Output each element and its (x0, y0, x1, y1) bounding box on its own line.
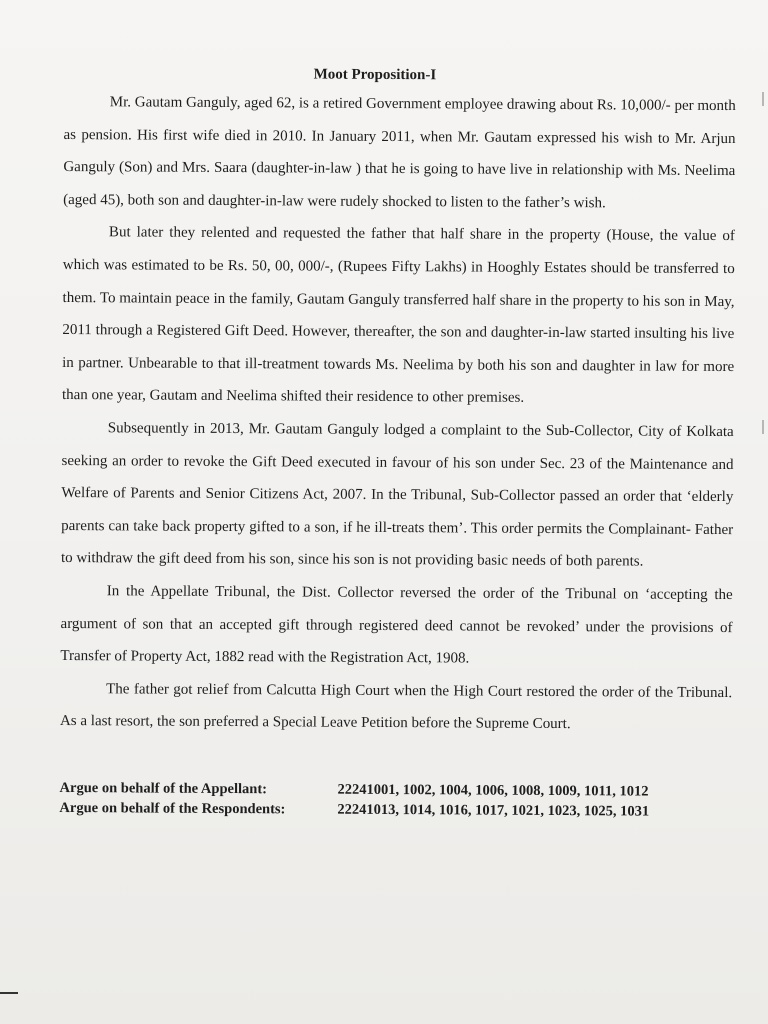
scan-edge-mark (762, 92, 764, 106)
assignment-roll-numbers: 22241013, 1014, 1016, 1017, 1021, 1023, 1025, 1031 (337, 801, 650, 820)
scan-corner-mark (0, 992, 18, 994)
paragraph-2: But later they relented and requested the father that half share in the property (House, the value of which was estimated to be Rs. 50, 00, 000/-, (Rupees Fifty Lakhs) in Hooghly Estates should be transferred to them. To maintain peace in the family, Gautam Ganguly transferred half share in the property to his son in May, 2011 through a Registered Gift Deed. However, thereafter, the son and daughter-in-law started insulting his live in partner. Unbearable to that ill-treatment towards Ms. Neelima by both his son and daughter in law for more than one year, Gautam and Neelima shifted their residence to other premises. (61, 224, 735, 407)
assignment-list (59, 778, 731, 822)
paragraph-4: In the Appellate Tribunal, the Dist. Collector reversed the order of the Tribunal on ‘accepting the argument of son that an accepted gift through registered deed cannot be revoked’ under the provisions of Transfer of Property Act, 1882 read with the Registration Act, 1908. (60, 583, 733, 667)
paragraph-3: Subsequently in 2013, Mr. Gautam Ganguly lodged a complaint to the Sub-Collector, City of Kolkata seeking an order to revoke the Gift Deed executed in favour of his son under Sec. 23 of the Maintenance and Welfare of Parents and Senior Citizens Act, 2007. In the Tribunal, Sub-Collector passed an order that ‘elderly parents can take back property gifted to a son, if he ill-treats them’. This order permits the Complainant- Father to withdraw the gift deed from his son, since his son is not providing basic needs of both parents. (60, 420, 734, 570)
scan-edge-mark (762, 420, 764, 434)
page-title: Moot Proposition-I (313, 66, 437, 84)
assignment-row-respondents (59, 798, 731, 822)
paragraph-5: The father got relief from Calcutta High Court when the High Court restored the order of the Tribunal. As a last resort, the son preferred a Special Leave Petition before the Supreme Court. (59, 680, 733, 733)
document-body (59, 62, 736, 822)
assignment-label: Argue on behalf of the Respondents: (59, 799, 286, 818)
paragraph-1: Mr. Gautam Ganguly, aged 62, is a retired Government employee drawing about Rs. 10,000/- per month as pension. His first wife died in 2010. In January 2011, when Mr. Gautam expressed his wish to Mr. Arjun Ganguly (Son) and Mrs. Saara (daughter-in-law ) that he is going to have live in relationship with Ms. Neelima (aged 45), both son and daughter-in-law were rudely shocked to listen to the father’s wish. (63, 94, 736, 212)
assignment-label: Argue on behalf of the Appellant: (59, 779, 268, 798)
assignment-roll-numbers: 22241001, 1002, 1004, 1006, 1008, 1009, 1011, 1012 (337, 781, 649, 800)
